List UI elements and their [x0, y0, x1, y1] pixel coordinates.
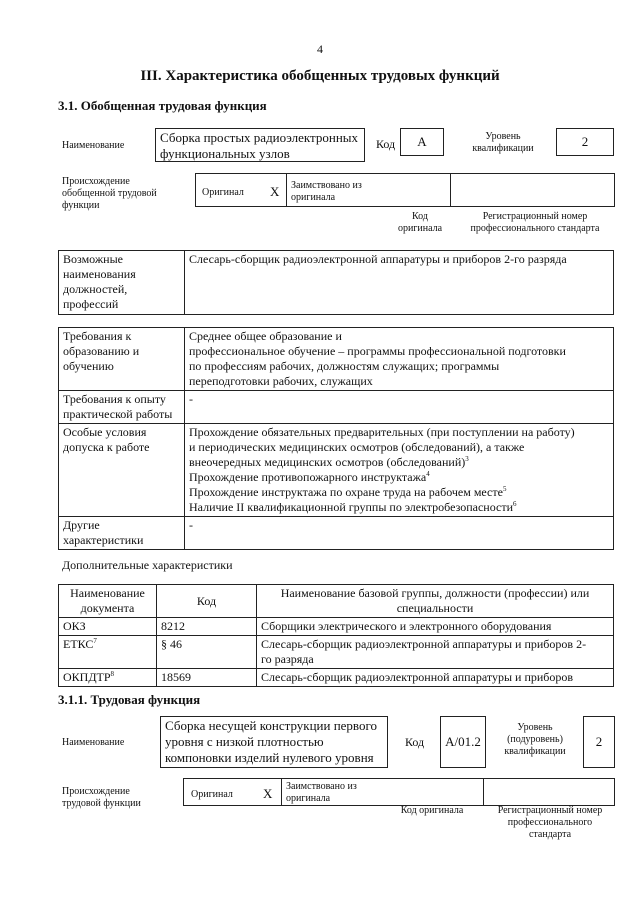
code-value: A	[400, 128, 444, 156]
code-label: Код	[376, 137, 396, 151]
origin-box	[195, 173, 615, 207]
requirements-table	[58, 327, 614, 550]
positions-label: Возможные наименования должностей, профессий	[59, 251, 185, 315]
header-name: Наименование базовой группы, должности (профессии) или специальности	[257, 585, 614, 618]
name-cell: Слесарь-сборщик радиоэлектронной аппаратуры и приборов	[257, 669, 614, 687]
doc-cell: ОКПДТР$^8$	[59, 669, 157, 687]
origin-label: Происхождение обобщенной трудовой функции	[62, 176, 157, 211]
header-document: Наименование документа	[59, 585, 157, 618]
doc-cell: ОКЗ	[59, 618, 157, 636]
original-label: Оригинал	[202, 187, 244, 198]
labor-code-value: A/01.2	[440, 716, 486, 768]
labor-level-value: 2	[583, 716, 615, 768]
subsection-title: 3.1. Обобщенная трудовая функция	[58, 98, 267, 113]
labor-name-label: Наименование	[62, 737, 125, 748]
labor-reg-number-label: Регистрационный номер профессионального стандарта	[497, 805, 603, 840]
labor-original-mark: X	[263, 786, 273, 801]
other-label: Другие характеристики	[59, 517, 185, 550]
admission-label: Особые условия допуска к работе	[59, 424, 185, 517]
function-name-line: функциональных узлов	[160, 146, 290, 161]
labor-code-original-label: Код оригинала	[400, 805, 464, 816]
section-title: III. Характеристика обобщенных трудовых функций	[140, 68, 500, 84]
code-cell: § 46	[157, 636, 257, 669]
labor-code-label: Код	[405, 735, 425, 749]
experience-value: -	[185, 391, 614, 424]
labor-origin-label: Происхождение трудовой функции	[62, 786, 141, 809]
name-cell: Слесарь-сборщик радиоэлектронной аппаратуры и приборов 2- го разряда	[257, 636, 614, 669]
labor-function-title: 3.1.1. Трудовая функция	[58, 692, 201, 707]
other-value: -	[185, 517, 614, 550]
page-number: 4	[317, 42, 323, 56]
code-original-label: Код оригинала	[397, 211, 443, 234]
table-row	[59, 669, 614, 687]
experience-label: Требования к опыту практической работы	[59, 391, 185, 424]
reg-number-label: Регистрационный номер профессионального стандарта	[470, 211, 600, 234]
additional-table	[58, 584, 614, 687]
labor-original-label: Оригинал	[191, 789, 233, 800]
admission-value: Прохождение обязательных предварительных (при поступлении на работу) и периодических медицинских осмотров (обследований), а также внеочередных медицинских осмотров (обследований)$^3$ Прохождение противопожарного инструктажа$^4$ Прохождение инструктажа по охране труда на рабочем месте$^5$ Наличие II квалификационной группы по электробезопасности$^6$	[185, 424, 614, 517]
labor-origin-box	[183, 778, 615, 806]
borrowed-label: Заимствовано из оригинала	[291, 180, 362, 203]
qualification-label: Уровень квалификации	[472, 131, 534, 154]
code-cell: 8212	[157, 618, 257, 636]
doc-cell: ЕТКС$^7$	[59, 636, 157, 669]
positions-value: Слесарь-сборщик радиоэлектронной аппаратуры и приборов 2-го разряда	[185, 251, 614, 315]
code-cell: 18569	[157, 669, 257, 687]
education-label: Требования к образованию и обучению	[59, 328, 185, 391]
labor-borrowed-label: Заимствовано из оригинала	[286, 781, 357, 804]
labor-level-label: Уровень (подуровень) квалификации	[504, 722, 566, 757]
function-name-line: Сборка простых радиоэлектронных	[160, 130, 359, 145]
positions-table	[58, 250, 614, 315]
function-name-box	[155, 128, 365, 162]
original-mark: X	[270, 184, 280, 199]
table-row	[59, 636, 614, 669]
education-value: Среднее общее образование и профессиональное обучение – программы профессиональной подготовки по профессиям рабочих, должностям служащих; программы переподготовки рабочих, служащих	[185, 328, 614, 391]
header-code: Код	[157, 585, 257, 618]
labor-function-name-box: Сборка несущей конструкции первого уровня с низкой плотностью компоновки изделий нулевого уровня	[160, 716, 388, 768]
qualification-value: 2	[556, 128, 614, 156]
table-row	[59, 618, 614, 636]
additional-title: Дополнительные характеристики	[62, 558, 233, 572]
name-label: Наименование	[62, 140, 125, 151]
name-cell: Сборщики электрического и электронного оборудования	[257, 618, 614, 636]
